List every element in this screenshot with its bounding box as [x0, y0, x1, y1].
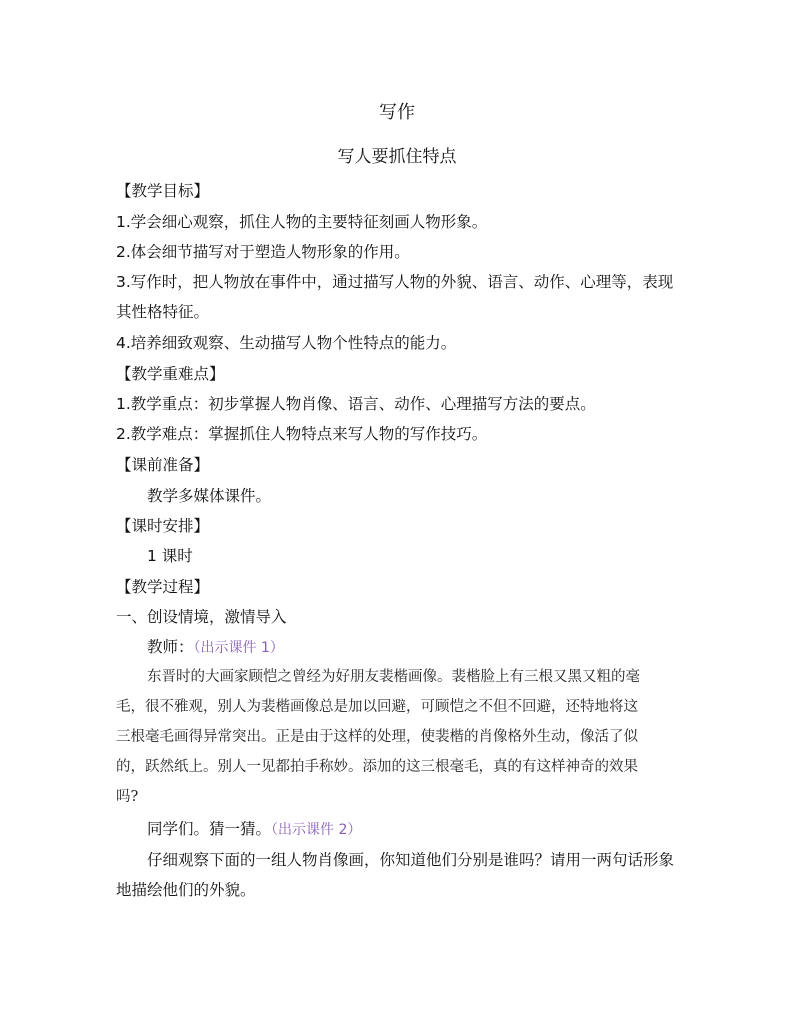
objective-item: 3.写作时，把人物放在事件中，通过描写人物的外貌、语言、动作、心理等，表现: [116, 273, 674, 291]
key-point-item: 1.教学重点：初步掌握人物肖像、语言、动作、心理描写方法的要点。: [116, 395, 596, 413]
teacher-label: 教师：: [147, 638, 194, 656]
story-line: 三根毫毛画得异常突出。正是由于这样的处理，使裴楷的肖像格外生动，像活了似: [116, 729, 638, 745]
section-heading-key-points: 【教学重难点】: [116, 365, 225, 383]
objective-item: 1.学会细心观察，抓住人物的主要特征刻画人物形象。: [116, 213, 488, 231]
courseware-callout: （出示课件 1）: [193, 640, 284, 656]
guess-line: [147, 818, 361, 841]
task-text-continued: 地描绘他们的外貌。: [116, 881, 256, 899]
courseware-callout: （出示课件 2）: [271, 822, 362, 838]
task-text: 仔细观察下面的一组人物肖像画，你知道他们分别是谁吗？请用一两句话形象: [147, 851, 675, 869]
page-title: 写作: [379, 102, 415, 123]
guess-text: 同学们。猜一猜。: [147, 820, 272, 838]
section-heading-preparation: 【课前准备】: [116, 456, 210, 474]
objective-item: 2.体会细节描写对于塑造人物形象的作用。: [116, 243, 410, 261]
section-heading-process: 【教学过程】: [116, 578, 210, 596]
story-line: 的，跃然纸上。别人一见都拍手称妙。添加的这三根毫毛，真的有这样神奇的效果: [116, 759, 638, 775]
page-subtitle: 写人要抓住特点: [337, 147, 457, 167]
process-section-title: 一、创设情境，激情导入: [116, 608, 287, 626]
preparation-text: 教学多媒体课件。: [147, 487, 272, 505]
story-line: 吗?: [116, 789, 139, 805]
story-line: 东晋时的大画家顾恺之曾经为好朋友裴楷画像。裴楷脸上有三根又黑又粗的毫: [147, 669, 640, 685]
story-line: 毛，很不雅观，别人为裴楷画像总是加以回避，可顾恺之不但不回避，还特地将这: [116, 699, 638, 715]
objective-item: 4.培养细致观察、生动描写人物个性特点的能力。: [116, 334, 457, 352]
schedule-text: 1 课时: [147, 547, 193, 565]
objective-item-continued: 其性格特征。: [116, 303, 210, 321]
section-heading-schedule: 【课时安排】: [116, 517, 210, 535]
teacher-line: [147, 636, 284, 659]
section-heading-objectives: 【教学目标】: [116, 182, 210, 200]
key-point-item: 2.教学难点：掌握抓住人物特点来写人物的写作技巧。: [116, 425, 488, 443]
